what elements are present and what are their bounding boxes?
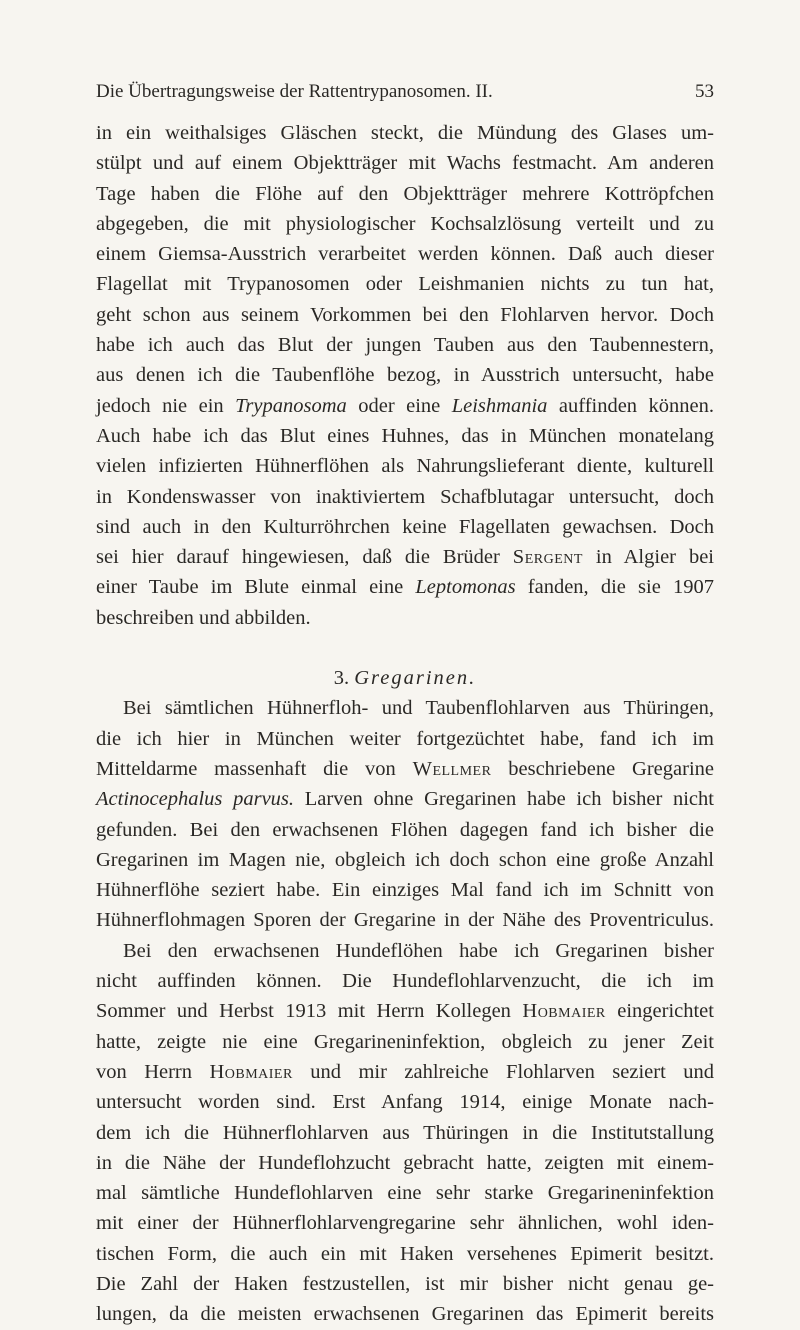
genus-name: Trypanosoma — [235, 394, 347, 417]
text-run: und mir zahlreiche Flohlarven seziert und — [292, 1060, 714, 1083]
text-line: in Kondenswasser von inaktiviertem Schafblutagar untersucht, doch — [96, 485, 714, 508]
text-line: Bei den erwachsenen Hundeflöhen habe ich Gregarinen bisher — [123, 939, 714, 962]
text-line: Hühnerflöhe seziert habe. Ein einziges Mal fand ich im Schnitt von — [96, 879, 714, 902]
text-run: beschriebene Gregarine — [491, 757, 715, 780]
text-line — [96, 784, 714, 814]
author-name: Wellmer — [412, 757, 492, 780]
text-run: auffinden können. — [547, 394, 714, 417]
text-line: untersucht worden sind. Erst Anfang 1914, einige Monate nach- — [96, 1091, 714, 1114]
text-run: von Herrn — [96, 1060, 210, 1083]
text-run: sei hier darauf hingewiesen, daß die Brüder — [96, 546, 513, 569]
text-line: vielen infizierten Hühnerflöhen als Nahrungslieferant diente, kulturell — [96, 455, 714, 478]
genus-name: Leptomonas — [415, 576, 516, 599]
text-line: mal sämtliche Hundeflohlarven eine sehr starke Gregarineninfektion — [96, 1182, 714, 1205]
text-line: tischen Form, die auch ein mit Haken versehenes Epimerit besitzt. — [96, 1242, 714, 1265]
section-number: 3. — [333, 667, 350, 690]
text-line: einem Giemsa-Ausstrich verarbeitet werden können. Daß auch dieser — [96, 243, 714, 266]
text-run: Mitteldarme massenhaft die von — [96, 757, 413, 780]
text-run: oder eine — [346, 394, 452, 417]
text-line: nicht auffinden können. Die Hundeflohlarvenzucht, die ich im — [96, 970, 714, 993]
body-text — [96, 118, 714, 1330]
text-run: Larven ohne Gregarinen habe ich bisher nicht — [294, 788, 714, 811]
text-line: lungen, da die meisten erwachsenen Gregarinen das Epimerit bereits — [96, 1303, 714, 1326]
spacer — [96, 633, 714, 663]
text-line: in die Nähe der Hundeflohzucht gebracht hatte, zeigten mit einem- — [96, 1151, 714, 1174]
running-head — [96, 78, 714, 106]
text-line: Hühnerflohmagen Sporen der Gregarine in der Nähe des Proventriculus. — [96, 909, 714, 932]
author-name: Hobmaier — [522, 1000, 606, 1023]
text-line: beschreiben und abbilden. — [96, 606, 311, 629]
text-line: aus denen ich die Taubenflöhe bezog, in Ausstrich untersucht, habe — [96, 364, 714, 387]
text-line: stülpt und auf einem Objektträger mit Wachs festmacht. Am anderen — [96, 152, 714, 175]
text-line: abgegeben, die mit physiologischer Kochsalzlösung verteilt und zu — [96, 212, 714, 235]
text-run: eingerichtet — [605, 1000, 714, 1023]
section-heading — [96, 663, 714, 693]
text-line: die ich hier in München weiter fortgezüchtet habe, fand ich im — [96, 727, 714, 750]
text-line: sind auch in den Kulturröhrchen keine Flagellaten gewachsen. Doch — [96, 515, 714, 538]
text-line — [96, 391, 714, 421]
text-line: Flagellat mit Trypanosomen oder Leishmanien nichts zu tun hat, — [96, 273, 714, 296]
text-run: fanden, die sie 1907 — [515, 576, 714, 599]
text-line: Die Zahl der Haken festzustellen, ist mir bisher nicht genau ge- — [96, 1272, 714, 1295]
text-line: habe ich auch das Blut der jungen Tauben aus den Taubennestern, — [96, 334, 714, 357]
text-line: hatte, zeigte nie eine Gregarineninfektion, obgleich zu jener Zeit — [96, 1030, 714, 1053]
text-line — [96, 572, 714, 602]
text-line: mit einer der Hühnerflohlarvengregarine sehr ähnlichen, wohl iden- — [96, 1212, 714, 1235]
text-line: Gregarinen im Magen nie, obgleich ich doch schon eine große Anzahl — [96, 848, 714, 871]
author-name: Sergent — [512, 546, 583, 569]
running-head-title: Die Übertragungsweise der Rattentrypanosomen. II. — [96, 81, 493, 102]
text-line: Bei sämtlichen Hühnerfloh- und Taubenflohlarven aus Thüringen, — [123, 697, 714, 720]
genus-name: Leishmania — [451, 394, 548, 417]
text-line: Tage haben die Flöhe auf den Objektträger mehrere Kottröpfchen — [96, 182, 714, 205]
section-title: Gregarinen. — [354, 667, 477, 690]
text-line: geht schon aus seinem Vorkommen bei den Flohlarven hervor. Doch — [96, 303, 714, 326]
text-line — [96, 996, 714, 1026]
text-line — [96, 542, 714, 572]
text-line — [96, 1057, 714, 1087]
author-name: Hobmaier — [209, 1060, 293, 1083]
text-run: jedoch nie ein — [96, 394, 236, 417]
text-run: in Algier bei — [582, 546, 714, 569]
text-line — [96, 754, 714, 784]
text-run: Sommer und Herbst 1913 mit Herrn Kollegen — [96, 1000, 523, 1023]
text-line: in ein weithalsiges Gläschen steckt, die Mündung des Glases um- — [96, 122, 714, 144]
text-line: dem ich die Hühnerflohlarven aus Thüringen in die Institutstallung — [96, 1121, 714, 1144]
species-name: Actinocephalus parvus. — [96, 788, 295, 811]
text-line: Auch habe ich das Blut eines Huhnes, das in München monatelang — [96, 424, 714, 447]
page-number: 53 — [695, 81, 714, 102]
text-run: einer Taube im Blute einmal eine — [96, 576, 416, 599]
text-line: gefunden. Bei den erwachsenen Flöhen dagegen fand ich bisher die — [96, 818, 714, 841]
